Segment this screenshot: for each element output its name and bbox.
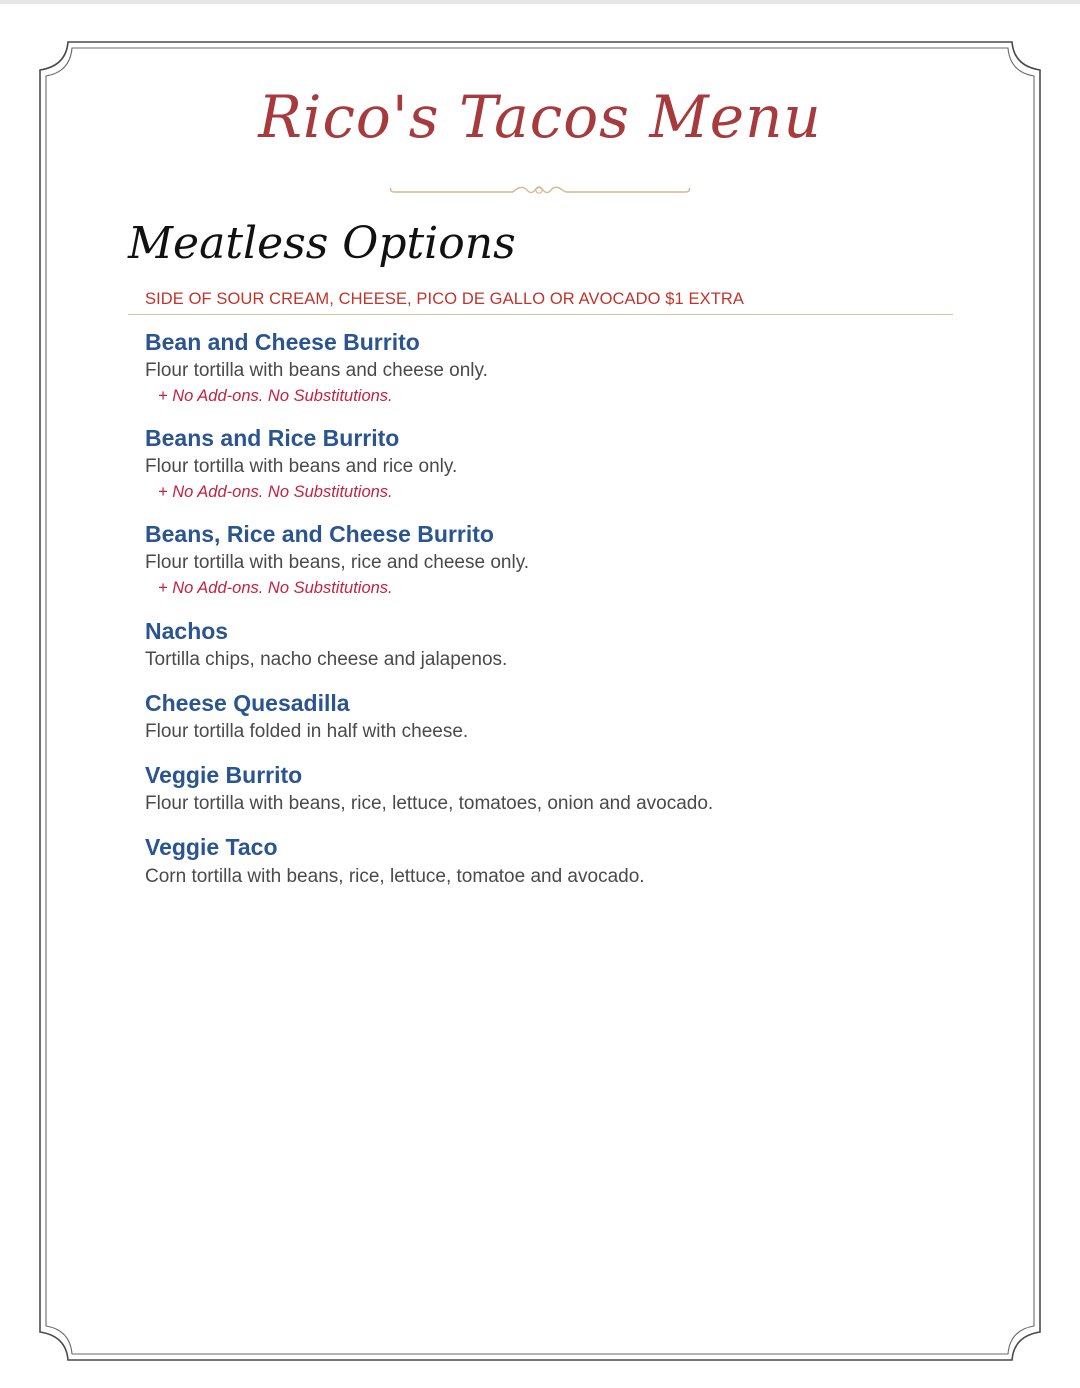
item-description: Tortilla chips, nacho cheese and jalapenos.	[145, 649, 508, 670]
item-restriction-note: + No Add-ons. No Substitutions.	[158, 387, 393, 405]
section-divider	[128, 314, 953, 315]
item-description: Flour tortilla with beans and rice only.	[145, 456, 458, 477]
item-description: Corn tortilla with beans, rice, lettuce, tomatoe and avocado.	[145, 866, 645, 887]
item-name: Veggie Taco	[145, 834, 278, 860]
item-restriction-note: + No Add-ons. No Substitutions.	[158, 483, 393, 501]
menu-title: Rico's Tacos Menu	[258, 83, 822, 151]
item-name: Nachos	[145, 618, 229, 644]
item-name: Bean and Cheese Burrito	[145, 329, 420, 355]
item-name: Cheese Quesadilla	[145, 690, 350, 716]
item-description: Flour tortilla with beans, rice and cheese only.	[145, 552, 530, 573]
item-description: Flour tortilla with beans and cheese only.	[145, 360, 488, 381]
section-extras-note: SIDE OF SOUR CREAM, CHEESE, PICO DE GALLO OR AVOCADO $1 EXTRA	[145, 290, 745, 308]
item-description: Flour tortilla with beans, rice, lettuce, tomatoes, onion and avocado.	[145, 793, 714, 814]
flourish-divider-icon	[385, 180, 695, 202]
section-heading: Meatless Options	[128, 218, 516, 269]
item-name: Beans, Rice and Cheese Burrito	[145, 521, 494, 547]
item-restriction-note: + No Add-ons. No Substitutions.	[158, 579, 393, 597]
item-description: Flour tortilla folded in half with cheese.	[145, 721, 469, 742]
item-name: Beans and Rice Burrito	[145, 425, 400, 451]
item-name: Veggie Burrito	[145, 762, 303, 788]
